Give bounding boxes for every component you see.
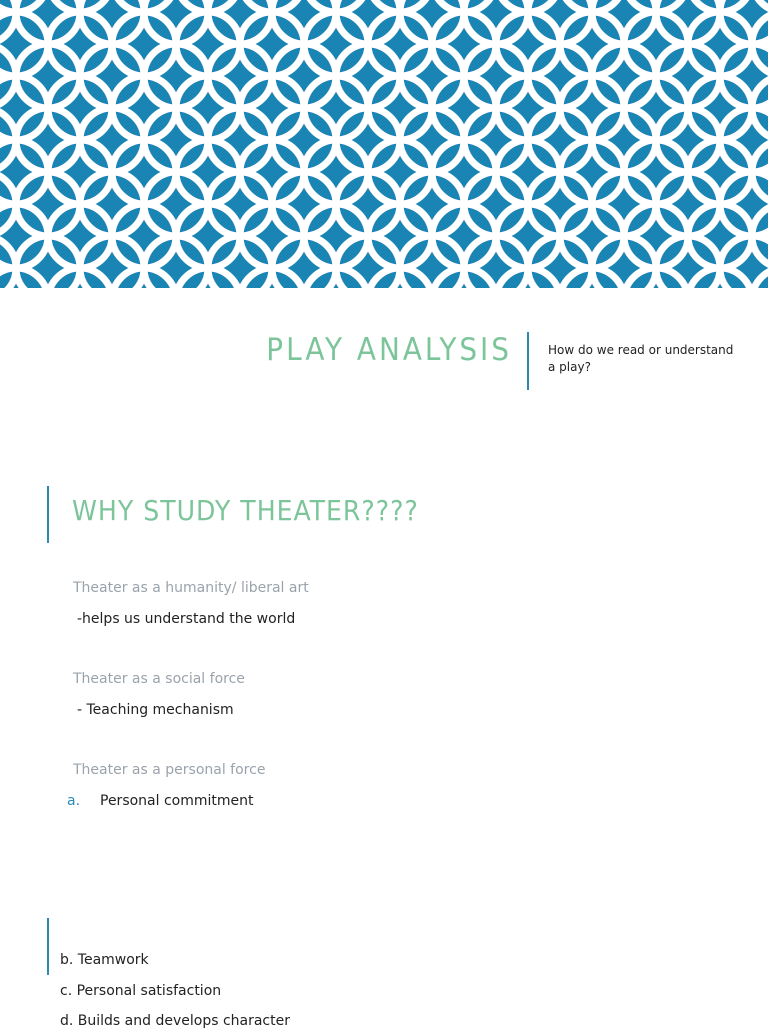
- point-detail-personal: Personal commitment: [100, 793, 254, 809]
- point-label-humanity: Theater as a humanity/ liberal art: [73, 580, 309, 596]
- point-detail-humanity: -helps us understand the world: [77, 611, 296, 627]
- decorative-pattern-banner: [0, 0, 768, 288]
- list-item-satisfaction: c. Personal satisfaction: [60, 983, 222, 999]
- heading-accent-bar: [47, 918, 49, 975]
- point-label-personal: Theater as a personal force: [73, 762, 266, 778]
- list-item-teamwork: b. Teamwork: [60, 952, 149, 968]
- title-slide: [0, 0, 768, 430]
- content-slide-why-study: [0, 430, 768, 900]
- list-item-character: d. Builds and develops character: [60, 1013, 290, 1029]
- point-label-social: Theater as a social force: [73, 671, 245, 687]
- content-slide-continued: [0, 900, 768, 1029]
- heading-accent-bar: [47, 486, 49, 543]
- slide-heading: WHY STUDY THEATER????: [72, 494, 419, 527]
- list-bullet-a: a.: [67, 793, 81, 809]
- point-detail-social: - Teaching mechanism: [77, 702, 234, 718]
- title-divider: [527, 332, 529, 390]
- presentation-subtitle: How do we read or understand a play?: [548, 343, 734, 374]
- presentation-title: PLAY ANALYSIS: [266, 332, 512, 368]
